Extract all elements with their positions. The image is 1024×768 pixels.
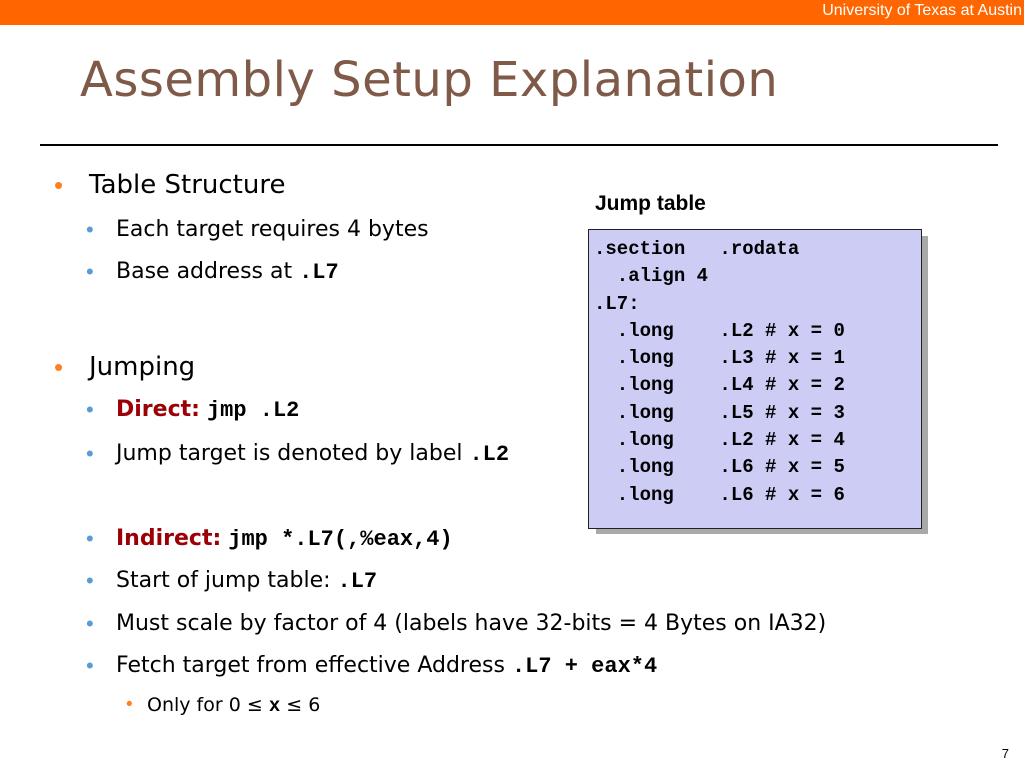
jump-table-label: Jump table (595, 192, 706, 215)
page-number: 7 (1001, 746, 1009, 761)
jump-table-code (589, 230, 921, 509)
bullet-jump-target (116, 441, 509, 467)
fetch-code: .L7 + eax*4 (511, 654, 658, 679)
bullet-fetch-target (116, 653, 657, 679)
indirect-code: jmp *.L7(,%eax,4) (228, 527, 453, 552)
title-divider (40, 144, 998, 146)
bullet-icon: • (86, 611, 94, 636)
jump-target-code: .L2 (469, 442, 510, 467)
direct-code: jmp .L2 (206, 398, 300, 423)
bullet-base-address (116, 259, 339, 285)
code-line: .long .L5 # x = 3 (594, 401, 845, 424)
slide-title: Assembly Setup Explanation (80, 52, 779, 108)
only-for-text: Only for (147, 694, 223, 716)
bullet-icon: • (54, 170, 64, 200)
direct-label: Direct: (116, 397, 200, 422)
bullet-icon: • (54, 352, 64, 382)
code-line: .long .L4 # x = 2 (594, 374, 845, 397)
jump-target-text: Jump target is denoted by label (116, 441, 463, 466)
code-line: .section .rodata (594, 238, 800, 260)
base-address-text: Base address at (116, 259, 293, 284)
code-line: .L7: (594, 292, 640, 315)
code-line: .long .L3 # x = 1 (594, 347, 845, 370)
bullet-icon: • (86, 217, 94, 242)
base-address-code: .L7 (299, 260, 339, 285)
only-for-le: ≤ (246, 694, 263, 716)
institution-name: University of Texas at Austin (822, 2, 1022, 19)
bullet-icon: • (86, 441, 94, 466)
start-text: Start of jump table: (116, 568, 331, 593)
bullet-indirect (116, 526, 453, 552)
bullet-only-for (147, 694, 320, 717)
only-for-le: ≤ (286, 694, 303, 716)
only-for-upper: 6 (308, 694, 321, 716)
bullet-icon: • (86, 653, 94, 678)
bullet-icon: • (126, 694, 133, 715)
bullet-table-structure: Table Structure (89, 170, 286, 200)
bullet-jumping: Jumping (89, 352, 196, 382)
bullet-each-target: Each target requires 4 bytes (116, 217, 429, 242)
bullet-direct (116, 397, 299, 423)
only-for-lower: 0 (228, 694, 241, 716)
indirect-label: Indirect: (116, 526, 222, 551)
bullet-start-of-table (116, 568, 377, 594)
bullet-icon: • (86, 259, 94, 284)
code-line: .long .L6 # x = 6 (594, 483, 845, 506)
code-line: .align 4 (594, 265, 709, 288)
bullet-icon: • (86, 397, 94, 422)
code-line: .long .L6 # x = 5 (594, 456, 845, 479)
jump-table-code-box (588, 229, 922, 529)
bullet-icon: • (86, 568, 94, 593)
header-bar (0, 0, 1024, 25)
start-code: .L7 (337, 569, 378, 594)
code-line: .long .L2 # x = 4 (594, 429, 845, 452)
bullet-must-scale: Must scale by factor of 4 (labels have 32-bits = 4 Bytes on IA32) (116, 611, 827, 636)
fetch-text: Fetch target from effective Address (116, 653, 505, 678)
only-for-variable: x (268, 695, 281, 717)
bullet-icon: • (86, 526, 94, 551)
code-line: .long .L2 # x = 0 (594, 319, 845, 342)
